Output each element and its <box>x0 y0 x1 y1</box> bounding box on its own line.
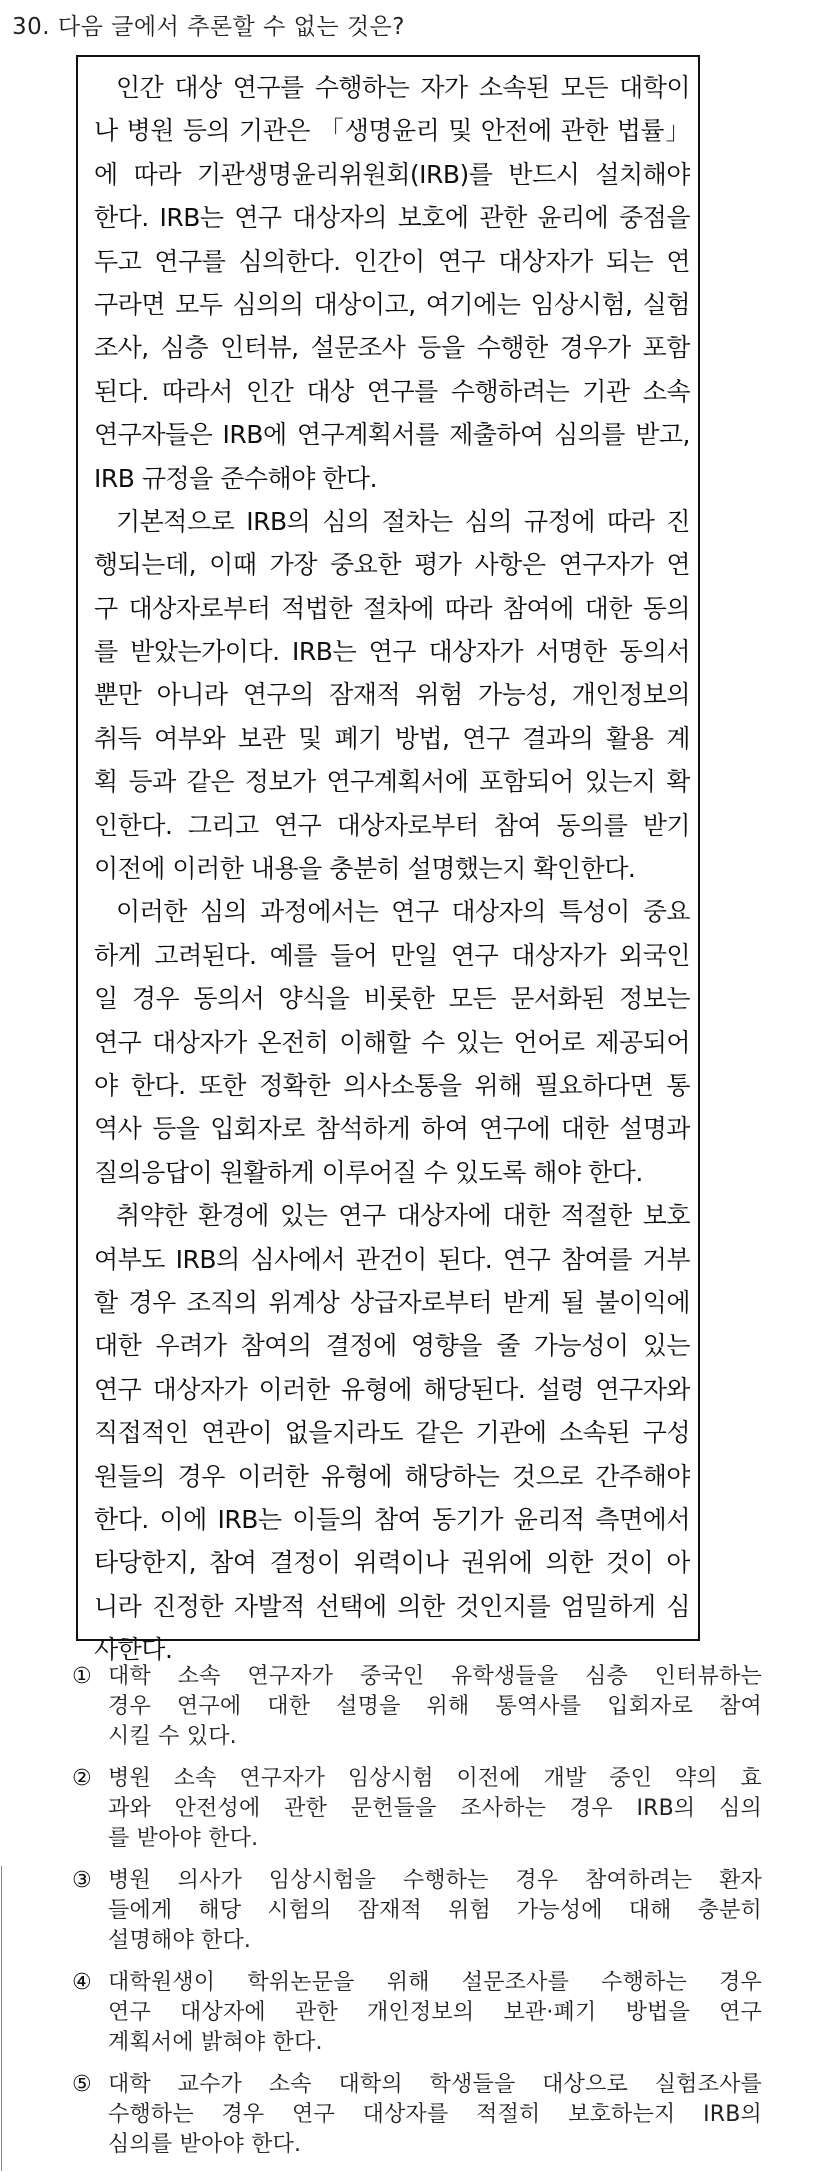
passage-line: 대한 우려가 참여의 결정에 영향을 줄 가능성이 있는 <box>94 1331 690 1361</box>
passage-line: 질의응답이 원활하게 이루어질 수 있도록 해야 한다. <box>94 1157 643 1187</box>
passage-line: 연구 대상자가 온전히 이해할 수 있는 언어로 제공되어 <box>94 1027 690 1057</box>
option-line: 연구 대상자에 관한 개인정보의 보관·폐기 방법을 연구 <box>108 2000 762 2025</box>
question-title: 30. 다음 글에서 추론할 수 없는 것은? <box>12 14 405 40</box>
answer-option-1[interactable] <box>72 1662 762 1752</box>
passage-line: 연구자들은 IRB에 연구계획서를 제출하여 심의를 받고, <box>94 420 690 450</box>
passage-line: 야 한다. 또한 정확한 의사소통을 위해 필요하다면 통 <box>94 1070 690 1100</box>
passage-paragraph <box>94 66 690 500</box>
passage-line: 취약한 환경에 있는 연구 대상자에 대한 적절한 보호 <box>116 1201 690 1231</box>
answer-option-2[interactable] <box>72 1764 762 1854</box>
passage-line: 두고 연구를 심의한다. 인간이 연구 대상자가 되는 연 <box>94 246 690 276</box>
option-line: 병원 소속 연구자가 임상시험 이전에 개발 중인 약의 효 <box>108 1766 762 1791</box>
option-line: 대학 교수가 소속 대학의 학생들을 대상으로 실험조사를 <box>108 2072 762 2097</box>
passage-line: 역사 등을 입회자로 참석하게 하여 연구에 대한 설명과 <box>94 1114 690 1144</box>
passage-line: 를 받았는가이다. IRB는 연구 대상자가 서명한 동의서 <box>94 637 690 667</box>
option-line: 심의를 받아야 한다. <box>108 2132 302 2157</box>
option-line: 설명해야 한다. <box>108 1928 252 1953</box>
passage-line: 구 대상자로부터 적법한 절차에 따라 참여에 대한 동의 <box>94 593 690 623</box>
option-text <box>108 1866 762 1956</box>
option-number: ② <box>72 1766 92 1791</box>
passage-line: 원들의 경우 이러한 유형에 해당하는 것으로 간주해야 <box>94 1461 690 1491</box>
passage-line: 타당한지, 참여 결정이 위력이나 권위에 의한 것이 아 <box>94 1548 690 1578</box>
passage-line: 사한다. <box>94 1635 173 1665</box>
passage-paragraph <box>94 890 690 1194</box>
passage-line: 한다. 이에 IRB는 이들의 참여 동기가 윤리적 측면에서 <box>94 1504 690 1534</box>
option-line: 병원 의사가 임상시험을 수행하는 경우 참여하려는 환자 <box>108 1868 762 1893</box>
option-number: ③ <box>72 1868 92 1893</box>
passage-line: 이러한 심의 과정에서는 연구 대상자의 특성이 중요 <box>116 897 690 927</box>
passage-line: 행되는데, 이때 가장 중요한 평가 사항은 연구자가 연 <box>94 550 690 580</box>
option-text <box>108 2070 762 2160</box>
passage-line: 인간 대상 연구를 수행하는 자가 소속된 모든 대학이 <box>116 73 690 102</box>
option-line: 경우 연구에 대한 설명을 위해 통역사를 입회자로 참여 <box>108 1694 762 1719</box>
passage-line: 직접적인 연관이 없을지라도 같은 기관에 소속된 구성 <box>94 1418 690 1448</box>
option-text <box>108 1662 762 1752</box>
passage-line: 니라 진정한 자발적 선택에 의한 것인지를 엄밀하게 심 <box>94 1591 690 1621</box>
option-text <box>108 1968 762 2058</box>
passage-paragraph <box>94 500 690 891</box>
passage-line: 에 따라 기관생명윤리위원회(IRB)를 반드시 설치해야 <box>94 159 690 189</box>
passage-line: 기본적으로 IRB의 심의 절차는 심의 규정에 따라 진 <box>116 506 690 536</box>
passage-line: 여부도 IRB의 심사에서 관건이 된다. 연구 참여를 거부 <box>94 1244 690 1274</box>
passage-line: 구라면 모두 심의의 대상이고, 여기에는 임상시험, 실험 <box>94 289 690 319</box>
passage-line: 인한다. 그리고 연구 대상자로부터 참여 동의를 받기 <box>94 810 690 840</box>
option-line: 대학원생이 학위논문을 위해 설문조사를 수행하는 경우 <box>108 1970 762 1995</box>
passage-line: 연구 대상자가 이러한 유형에 해당된다. 설령 연구자와 <box>94 1374 690 1404</box>
answer-option-5[interactable] <box>72 2070 762 2160</box>
passage-line: 취득 여부와 보관 및 폐기 방법, 연구 결과의 활용 계 <box>94 723 690 753</box>
passage-line: 일 경우 동의서 양식을 비롯한 모든 문서화된 정보는 <box>94 984 690 1014</box>
passage-line: 나 병원 등의 기관은 「생명윤리 및 안전에 관한 법률」 <box>94 116 690 146</box>
answer-option-4[interactable] <box>72 1968 762 2058</box>
answer-option-3[interactable] <box>72 1866 762 1956</box>
option-line: 를 받아야 한다. <box>108 1826 259 1851</box>
passage-line: 조사, 심층 인터뷰, 설문조사 등을 수행한 경우가 포함 <box>94 333 690 363</box>
passage-box <box>76 55 700 1665</box>
option-line: 과와 안전성에 관한 문헌들을 조사하는 경우 IRB의 심의 <box>108 1796 762 1821</box>
option-line: 계획서에 밝혀야 한다. <box>108 2030 323 2055</box>
option-line: 시킬 수 있다. <box>108 1724 237 1749</box>
passage-line: 획 등과 같은 정보가 연구계획서에 포함되어 있는지 확 <box>94 767 690 797</box>
margin-divider <box>1 1866 2 2171</box>
passage-line: IRB 규정을 준수해야 한다. <box>94 463 378 493</box>
option-line: 대학 소속 연구자가 중국인 유학생들을 심층 인터뷰하는 <box>108 1664 762 1689</box>
passage-line: 된다. 따라서 인간 대상 연구를 수행하려는 기관 소속 <box>94 376 690 406</box>
passage-line: 한다. IRB는 연구 대상자의 보호에 관한 윤리에 중점을 <box>94 203 690 233</box>
passage-line: 하게 고려된다. 예를 들어 만일 연구 대상자가 외국인 <box>94 940 690 970</box>
option-number: ⑤ <box>72 2072 92 2097</box>
passage-line: 이전에 이러한 내용을 충분히 설명했는지 확인한다. <box>94 854 636 884</box>
passage-line: 뿐만 아니라 연구의 잠재적 위험 가능성, 개인정보의 <box>94 680 690 710</box>
option-line: 들에게 해당 시험의 잠재적 위험 가능성에 대해 충분히 <box>108 1898 762 1923</box>
passage-paragraph <box>94 1194 690 1671</box>
passage-line: 할 경우 조직의 위계상 상급자로부터 받게 될 불이익에 <box>94 1287 690 1317</box>
option-line: 수행하는 경우 연구 대상자를 적절히 보호하는지 IRB의 <box>108 2102 762 2127</box>
option-number: ④ <box>72 1970 92 1995</box>
option-number: ① <box>72 1664 92 1689</box>
option-text <box>108 1764 762 1854</box>
answer-options <box>72 1662 762 2172</box>
